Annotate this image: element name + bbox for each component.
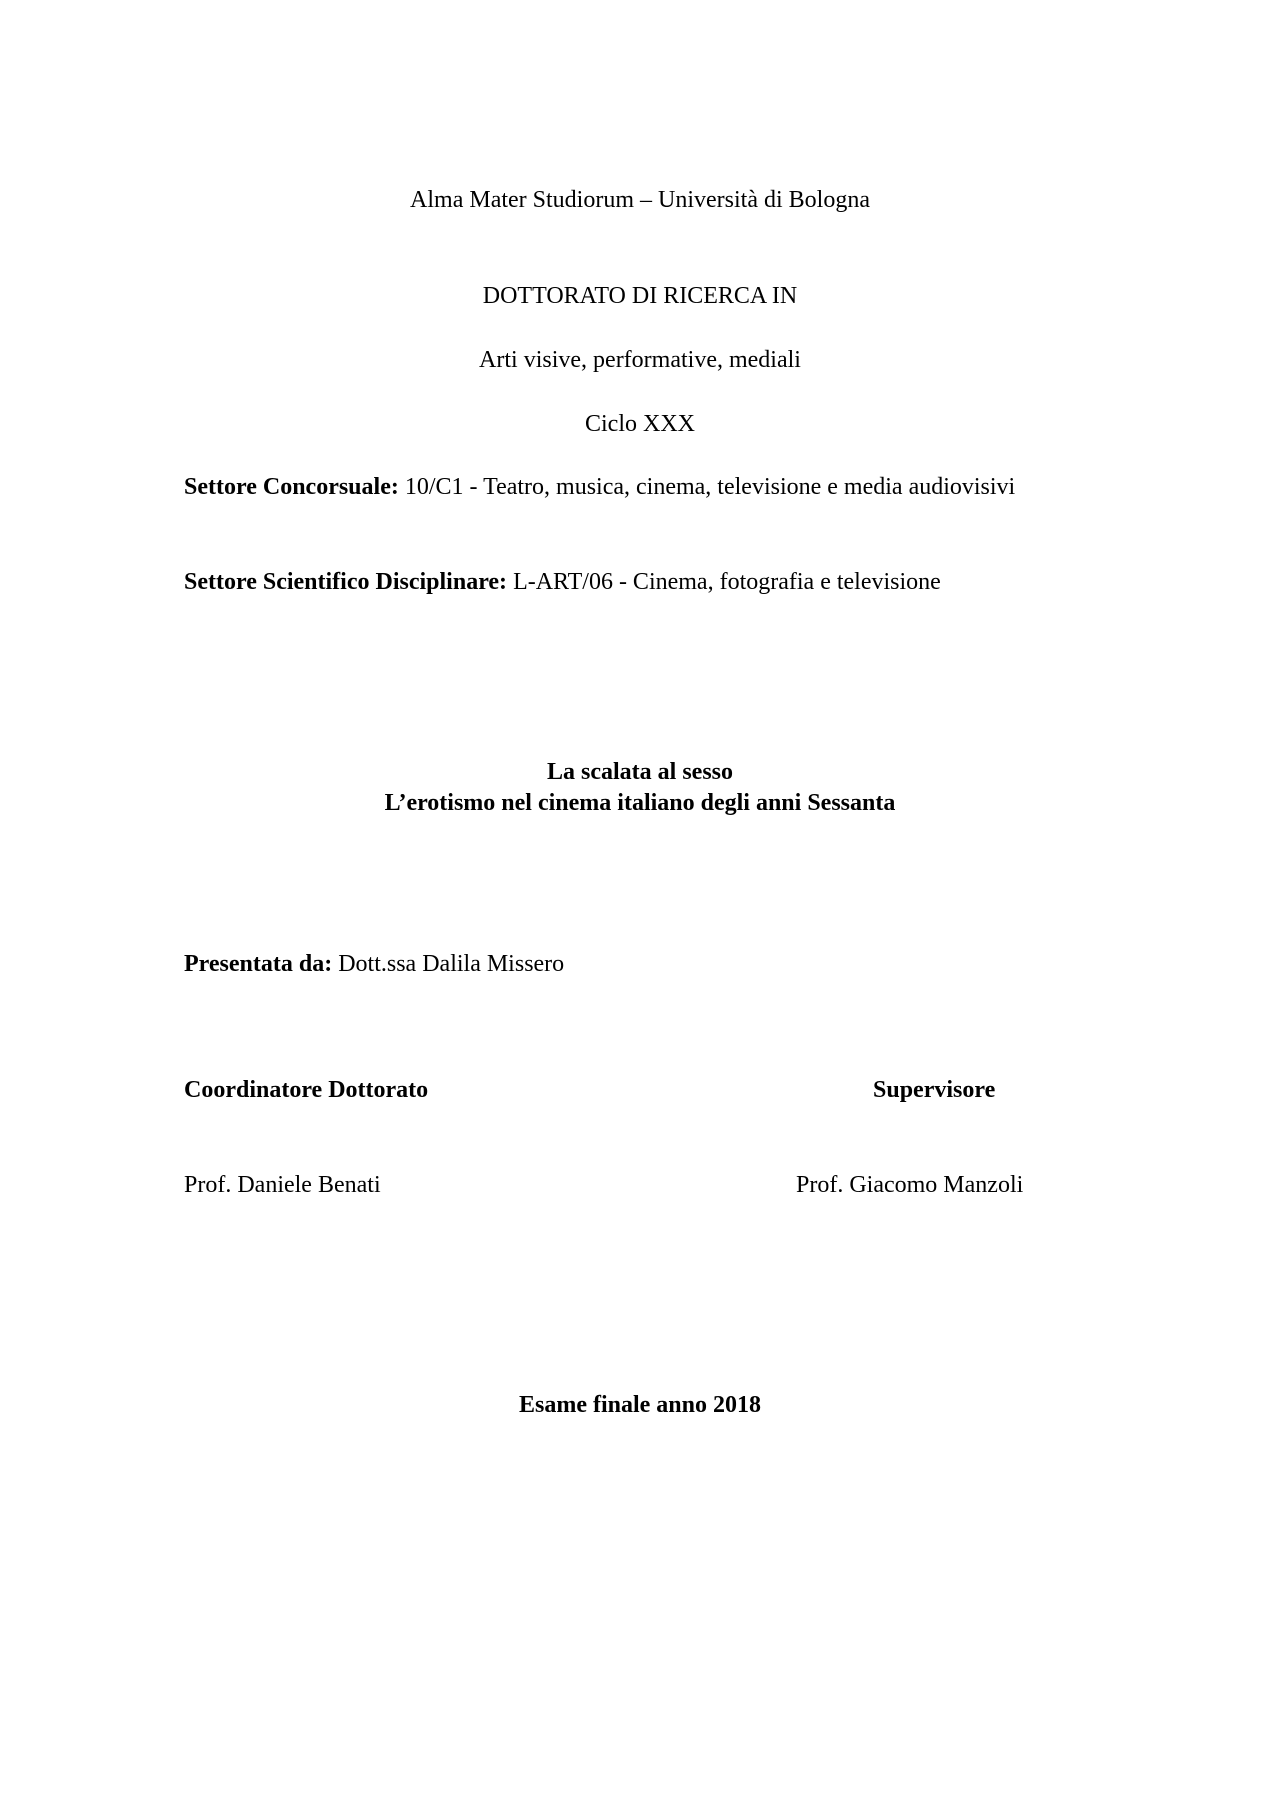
thesis-subtitle: L’erotismo nel cinema italiano degli anni Sessanta	[384, 790, 896, 816]
university-name: Alma Mater Studiorum – Università di Bologna	[410, 187, 870, 213]
presenter	[184, 949, 564, 979]
presenter-label: Presentata da:	[184, 951, 333, 977]
coordinator-name: Prof. Daniele Benati	[184, 1172, 381, 1198]
cycle-label: Ciclo XXX	[585, 411, 695, 437]
settore-concorsuale-value: 10/C1 - Teatro, musica, cinema, televisione e media audiovisivi	[404, 474, 1016, 500]
settore-concorsuale	[184, 472, 1064, 502]
presenter-name: Dott.ssa Dalila Missero	[338, 951, 565, 977]
supervisor-label: Supervisore	[873, 1077, 996, 1103]
settore-disciplinare-value: L-ART/06 - Cinema, fotografia e televisione	[513, 569, 941, 595]
thesis-title: La scalata al sesso	[547, 759, 733, 785]
coordinator-label: Coordinatore Dottorato	[184, 1077, 429, 1103]
supervisor-name: Prof. Giacomo Manzoli	[796, 1172, 1024, 1198]
settore-concorsuale-label: Settore Concorsuale:	[184, 474, 399, 500]
settore-disciplinare	[184, 567, 1064, 597]
exam-year: Esame finale anno 2018	[518, 1392, 761, 1418]
doctorate-program: Arti visive, performative, mediali	[479, 347, 801, 373]
doctorate-label: DOTTORATO DI RICERCA IN	[482, 283, 798, 309]
settore-disciplinare-label: Settore Scientifico Disciplinare:	[184, 569, 508, 595]
